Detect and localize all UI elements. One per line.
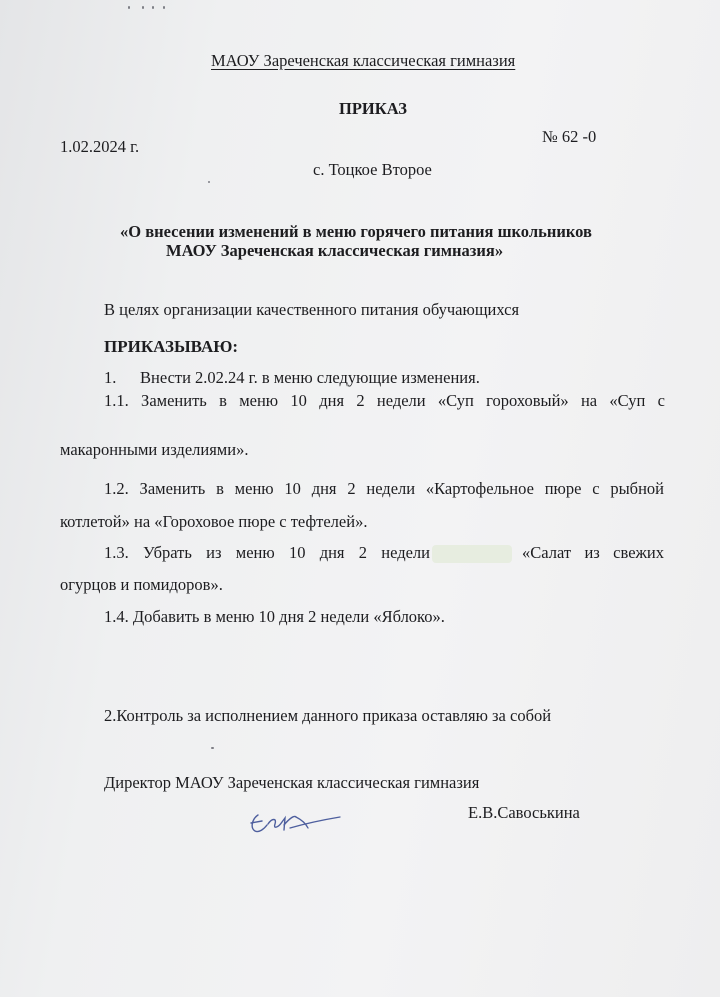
subject-line-2: МАОУ Зареченская классическая гимназия»: [166, 241, 504, 260]
subitem-1-2-line-1: 1.2. Заменить в меню 10 дня 2 недели «Картофельное пюре с рыбной: [104, 479, 664, 498]
order-place: с. Тоцкое Второе: [313, 160, 432, 179]
order-keyword: ПРИКАЗЫВАЮ:: [104, 337, 239, 356]
paper-speck: [152, 6, 154, 9]
signatory-name: Е.В.Савоськина: [468, 803, 580, 822]
redacted-text-block: [432, 545, 512, 563]
item-1-number: 1.: [104, 368, 117, 387]
paper-speck: [163, 6, 165, 9]
director-title: Директор МАОУ Зареченская классическая гимназия: [104, 773, 480, 792]
order-date: 1.02.2024 г.: [60, 137, 140, 156]
subitem-1-1-line-2: макаронными изделиями».: [60, 440, 249, 459]
document-type-title: ПРИКАЗ: [339, 99, 407, 118]
paper-speck: [142, 6, 144, 9]
handwritten-signature: [244, 806, 344, 840]
paper-speck: [208, 181, 210, 183]
subitem-1-4: 1.4. Добавить в меню 10 дня 2 недели «Яблоко».: [104, 607, 445, 626]
subject-line-1: «О внесении изменений в меню горячего питания школьников: [120, 222, 592, 241]
subitem-1-3-line-1-right: «Салат из свежих: [522, 543, 664, 562]
intro-paragraph: В целях организации качественного питания обучающихся: [104, 300, 520, 319]
subitem-1-1-line-1: 1.1. Заменить в меню 10 дня 2 недели «Суп гороховый» на «Суп с: [104, 391, 665, 410]
control-clause: 2.Контроль за исполнением данного приказа оставляю за собой: [104, 706, 552, 725]
paper-speck: [128, 6, 130, 9]
subitem-1-2-line-2: котлетой» на «Гороховое пюре с тефтелей».: [60, 512, 368, 531]
order-number: № 62 -0: [542, 127, 597, 146]
item-1-text: Внести 2.02.24 г. в меню следующие изменения.: [140, 368, 480, 387]
subitem-1-3-line-2: огурцов и помидоров».: [60, 575, 223, 594]
paper-speck: [211, 747, 214, 749]
subitem-1-3-line-1-left: 1.3. Убрать из меню 10 дня 2 недели: [104, 543, 430, 562]
school-name-header: МАОУ Зареченская классическая гимназия: [211, 51, 516, 70]
